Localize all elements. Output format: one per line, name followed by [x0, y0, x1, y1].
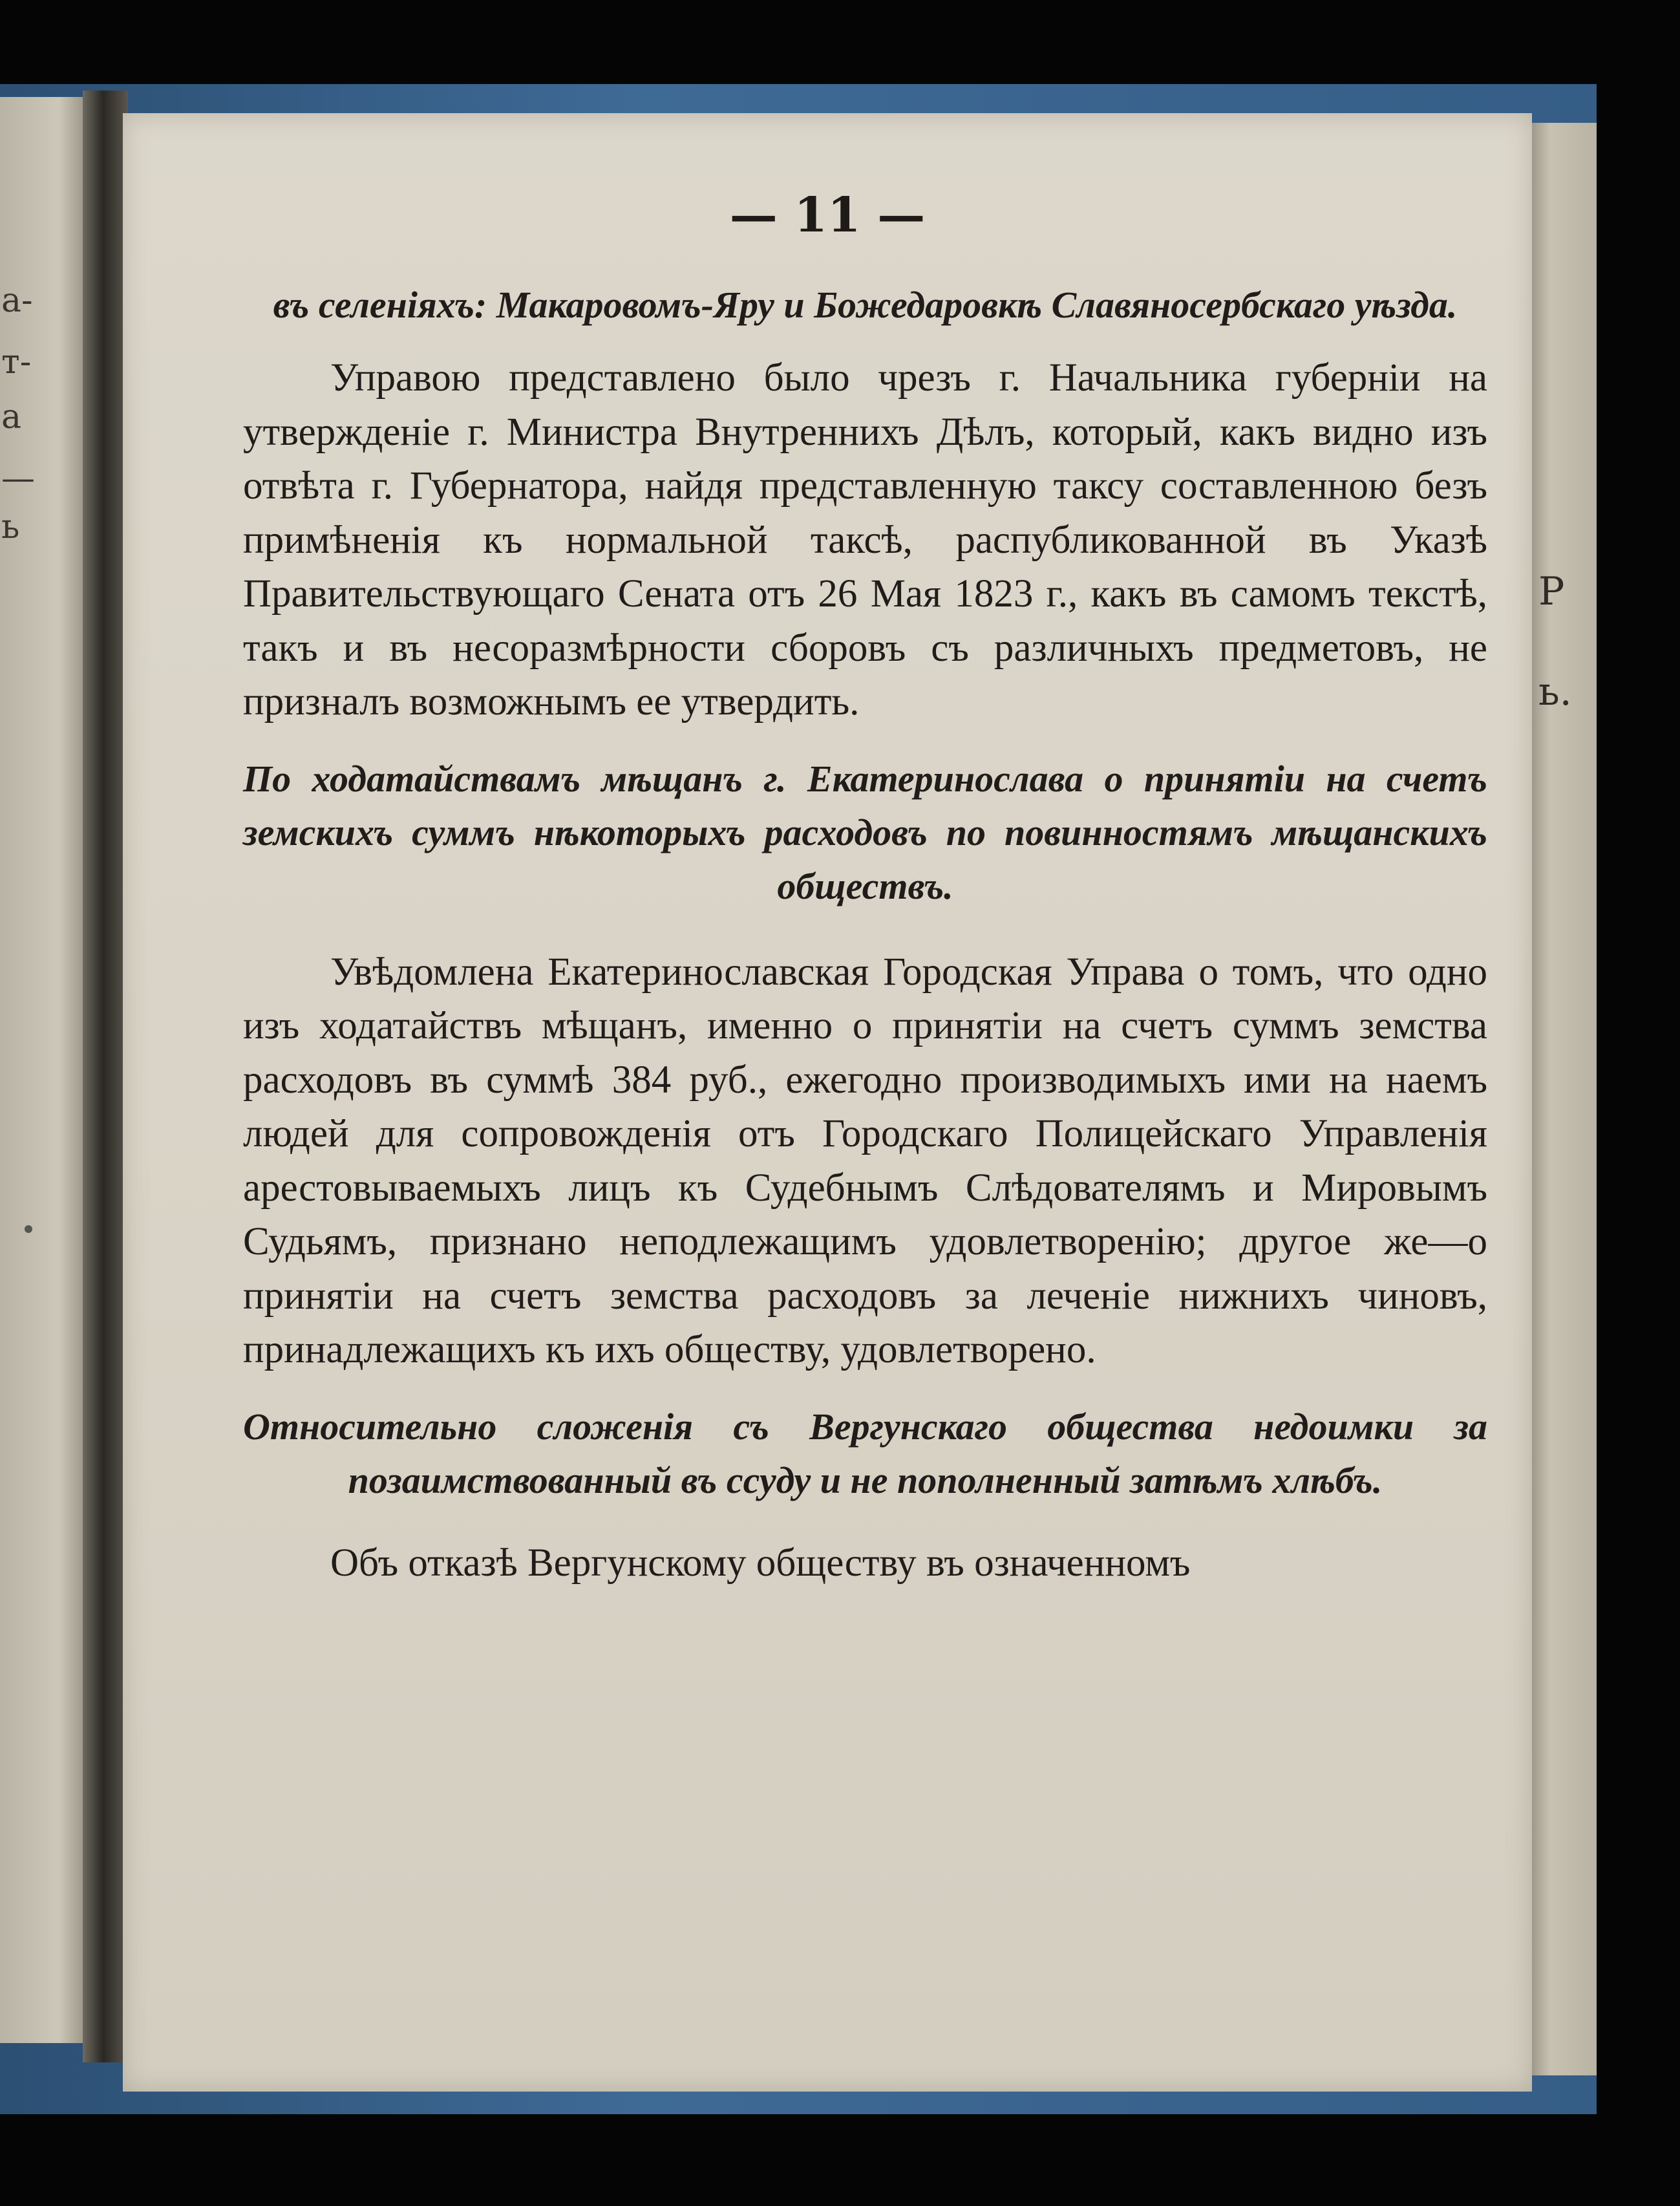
left-page-fragment: т-	[1, 343, 32, 381]
book-page	[123, 113, 1532, 2092]
section-heading: Относительно сложенія съ Вергунскаго общества недоимки за позаимствованный въ ссуду и не пополненный затѣмъ хлѣбъ.	[243, 1405, 1487, 1501]
left-page-fragment: —	[1, 459, 35, 498]
left-page-fragment: а	[1, 398, 22, 436]
paragraph: Управою представлено было чрезъ г. Начальника губерніи на утвержденіе г. Министра Внутреннихъ Дѣлъ, который, какъ видно изъ отвѣта г. Губернатора, найдя представленную таксу составленною безъ примѣненія къ нормальной таксѣ, распубликованной въ Указѣ Правительствующаго Сената отъ 26 Мая 1823 г., какъ въ самомъ текстѣ, такъ и въ несоразмѣрности сборовъ съ различныхъ предметовъ, не призналъ возможнымъ ее утвердить.	[243, 356, 1487, 723]
next-page-edge	[1526, 123, 1597, 2075]
book-gutter	[83, 91, 128, 2062]
page-number: — 11 —	[729, 187, 926, 243]
left-page-fragment: ь	[1, 508, 20, 546]
page-content	[243, 278, 1487, 1612]
previous-page-edge	[0, 97, 84, 2043]
section-heading: По ходатайствамъ мѣщанъ г. Екатеринослава о принятіи на счетъ земскихъ суммъ нѣкоторыхъ расходовъ по повинностямъ мѣщанскихъ обществъ.	[243, 757, 1487, 907]
left-page-fragment: а-	[1, 281, 33, 320]
paragraph: Увѣдомлена Екатеринославская Городская Управа о томъ, что одно изъ ходатайствъ мѣщанъ, именно о принятіи на счетъ суммъ земства расходовъ въ суммѣ 384 руб., ежегодно производимыхъ ими на наемъ людей для сопровожденія отъ Городскаго Полицейскаго Управленія арестовываемыхъ лицъ къ Судебнымъ Слѣдователямъ и Мировымъ Судьямъ, признано неподлежащимъ удовлетворенію; другое же—о принятіи на счетъ земства расходовъ за леченіе нижнихъ чиновъ, принадлежащихъ къ ихъ обществу, удовлетворено.	[243, 950, 1487, 1371]
right-page-fragment: P	[1538, 569, 1565, 614]
page-mark	[25, 1225, 32, 1233]
section-heading: въ селеніяхъ: Макаровомъ-Яру и Божедаровкѣ Славяносербскаго уѣзда.	[273, 284, 1458, 326]
paragraph: Объ отказѣ Вергунскому обществу въ означенномъ	[330, 1541, 1191, 1585]
right-page-fragment: ь.	[1538, 669, 1572, 714]
